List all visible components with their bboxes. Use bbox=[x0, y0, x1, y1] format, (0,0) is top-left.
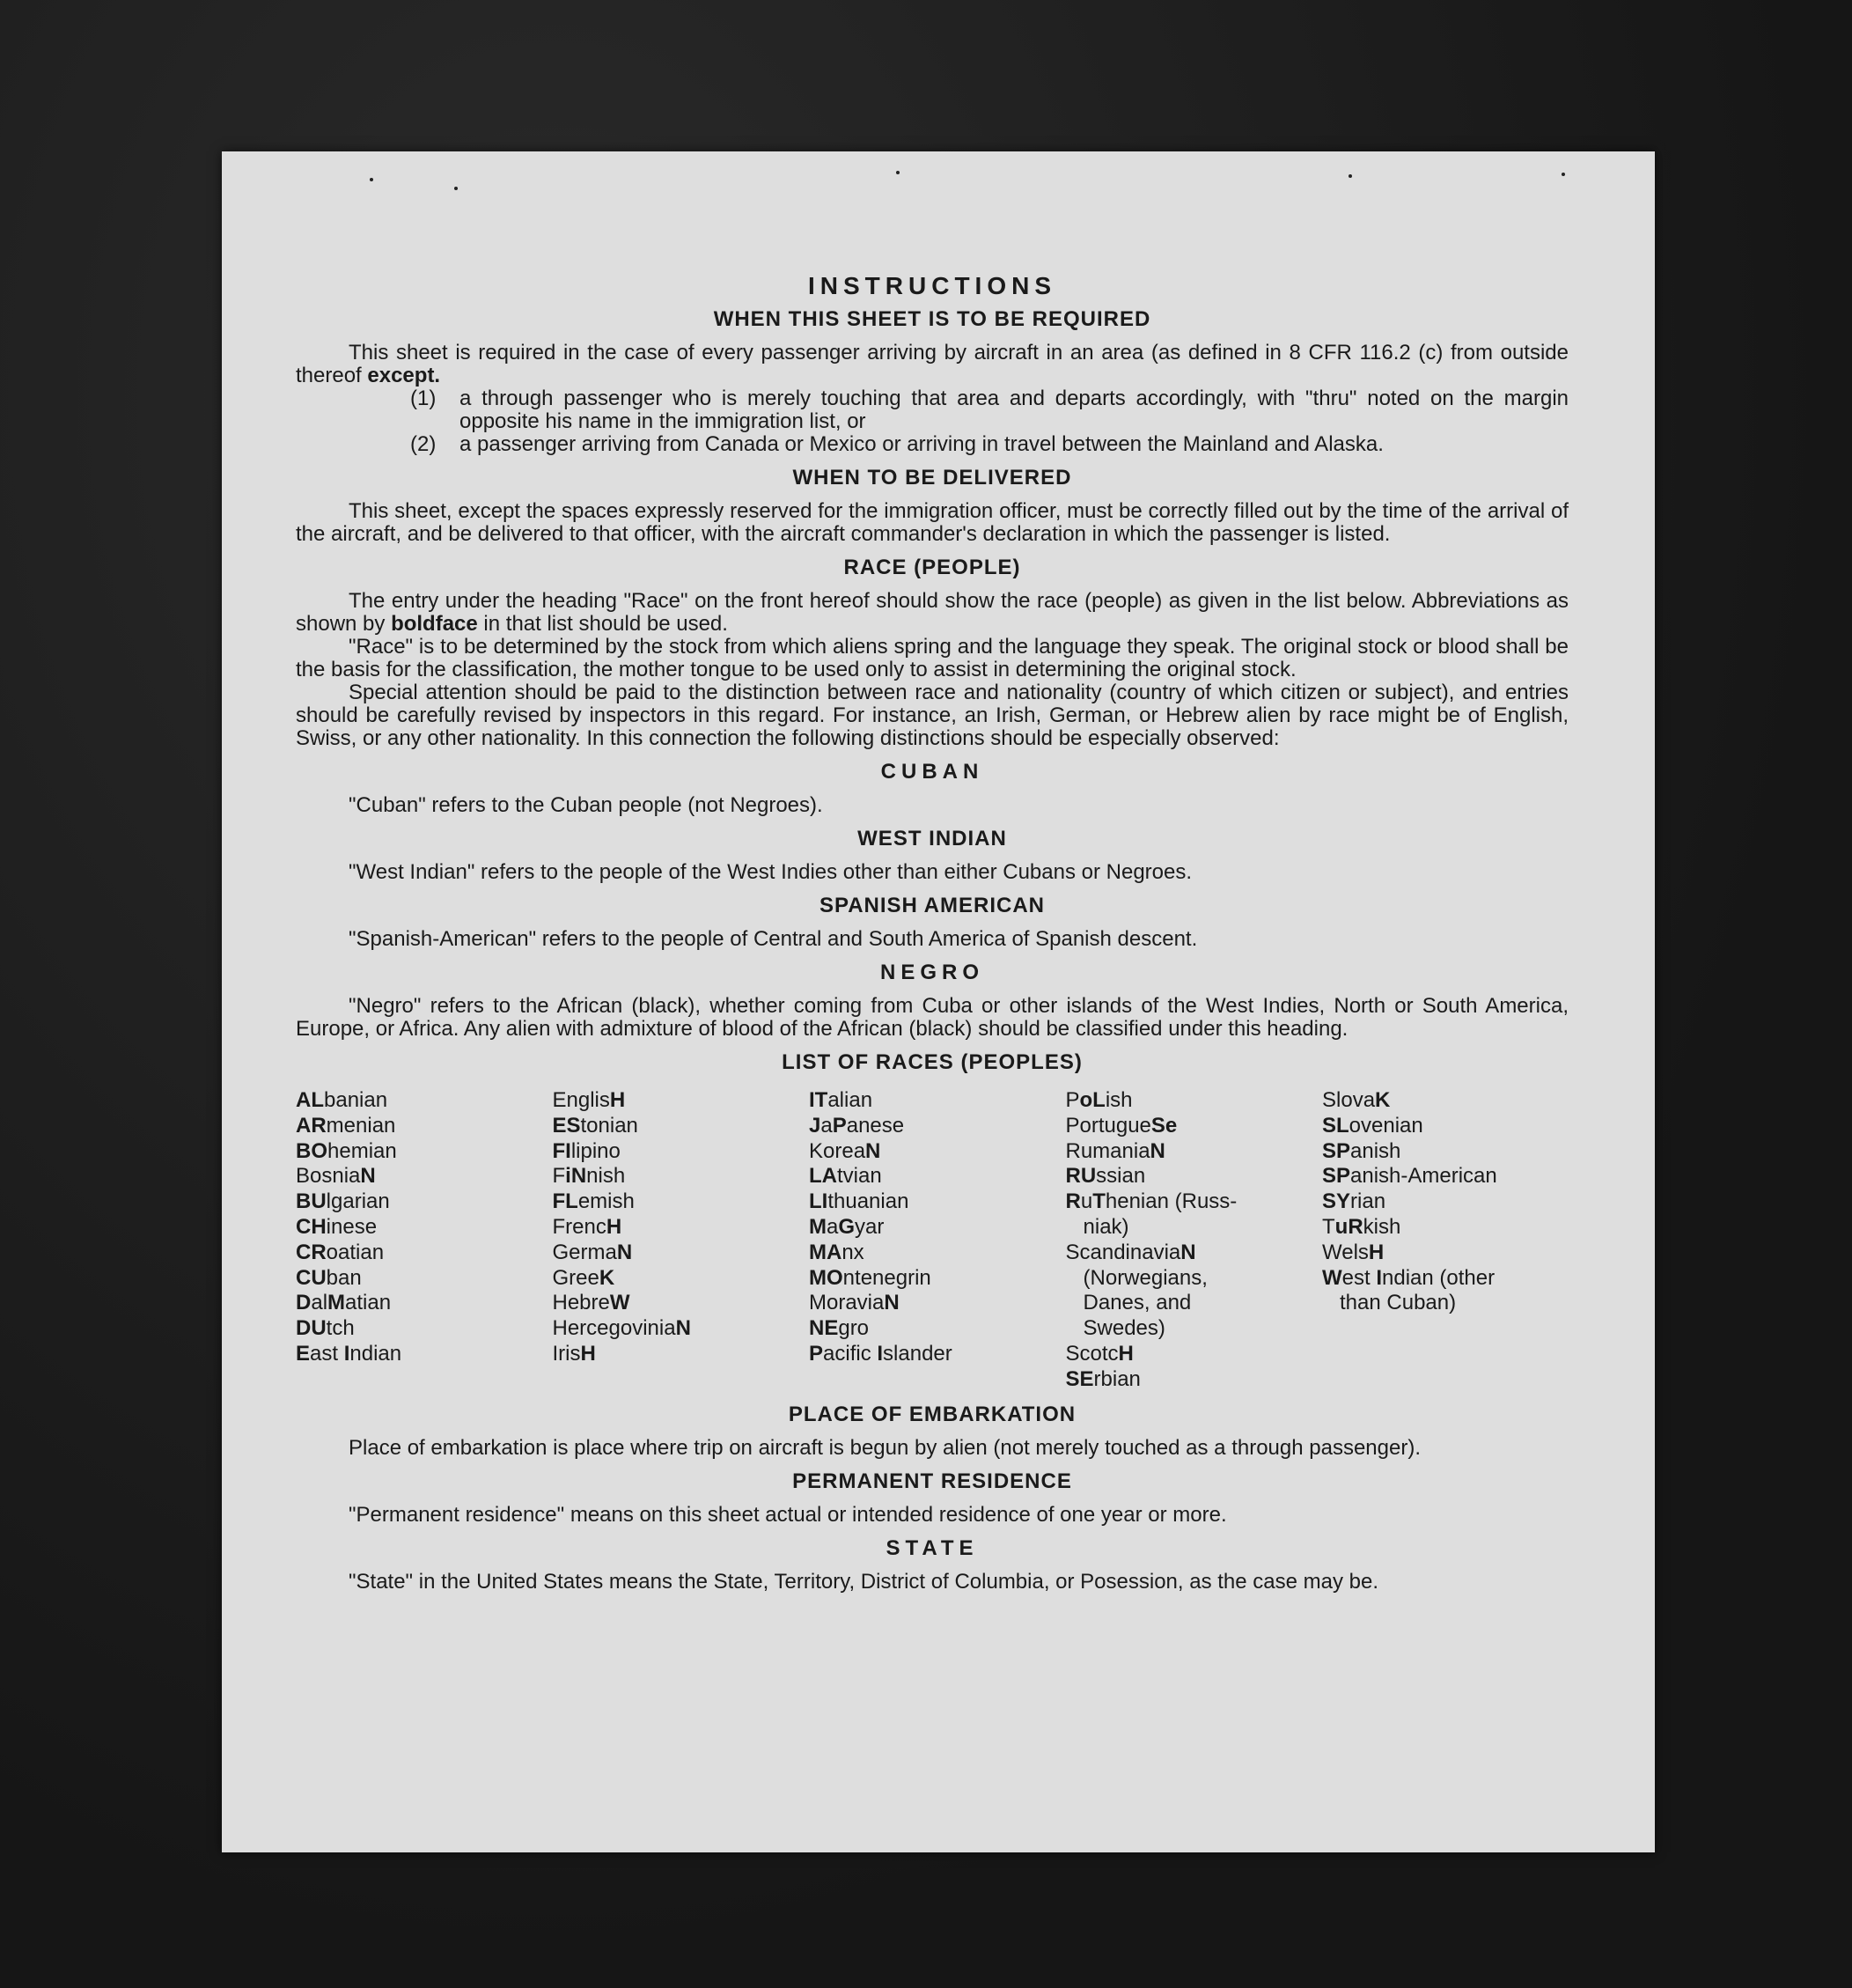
race-text: tonian bbox=[580, 1113, 638, 1138]
race-text: P bbox=[1065, 1088, 1080, 1112]
race-text: (Norwegians, Danes, and Swedes) bbox=[1083, 1265, 1208, 1341]
race-item bbox=[553, 1139, 799, 1165]
race-abbreviation: AL bbox=[296, 1088, 324, 1112]
race-abbreviation: M bbox=[327, 1291, 346, 1315]
race-abbreviation: R bbox=[1065, 1189, 1081, 1214]
heading-when-required: WHEN THIS SHEET IS TO BE REQUIRED bbox=[713, 307, 1151, 331]
race-item bbox=[296, 1316, 542, 1342]
race-item bbox=[809, 1189, 1055, 1215]
race-text: alian bbox=[827, 1088, 873, 1112]
race-text: ish bbox=[1105, 1088, 1133, 1112]
race-item bbox=[1066, 1088, 1312, 1114]
race-item bbox=[1322, 1088, 1569, 1114]
race-text: anish-American bbox=[1350, 1164, 1497, 1189]
race-item bbox=[1322, 1266, 1569, 1317]
race-p1-text-end: in that list should be used. bbox=[483, 612, 728, 636]
speck bbox=[1349, 174, 1352, 178]
race-item bbox=[1322, 1164, 1569, 1189]
race-text: lipino bbox=[570, 1138, 621, 1163]
race-abbreviation: I bbox=[343, 1341, 350, 1366]
race-item bbox=[296, 1266, 542, 1292]
race-abbreviation: BO bbox=[296, 1138, 327, 1163]
race-item bbox=[296, 1342, 542, 1367]
race-item bbox=[296, 1291, 542, 1316]
race-abbreviation: K bbox=[1375, 1088, 1391, 1112]
race-text: ban bbox=[326, 1265, 362, 1290]
race-item bbox=[553, 1291, 799, 1316]
race-item bbox=[809, 1241, 1055, 1266]
exception-item bbox=[410, 433, 1569, 456]
race-text: atian bbox=[345, 1291, 392, 1315]
race-abbreviation: H bbox=[580, 1341, 596, 1366]
exception-number: (2) bbox=[410, 432, 437, 456]
state-text: "State" in the United States means the State, Territory, District of Columbia, or Posession, as the case may be. bbox=[349, 1569, 1379, 1594]
race-text: banian bbox=[324, 1088, 388, 1112]
race-abbreviation: AR bbox=[296, 1113, 327, 1138]
race-abbreviation: W bbox=[609, 1291, 630, 1315]
race-text: henian (Russ- niak) bbox=[1083, 1189, 1238, 1239]
race-item bbox=[1322, 1241, 1569, 1266]
race-item bbox=[809, 1088, 1055, 1114]
race-abbreviation: H bbox=[1118, 1341, 1134, 1366]
west-indian-text: "West Indian" refers to the people of the West Indies other than either Cubans or Negroes. bbox=[349, 860, 1193, 884]
negro-text: "Negro" refers to the African (black), whether coming from Cuba or other islands of the West Indies, North or South America, Europe, or Africa. Any alien with admixture of blood of the African (black) should be classified under this heading. bbox=[296, 994, 1569, 1041]
race-text: gro bbox=[838, 1316, 870, 1341]
race-text: a bbox=[820, 1113, 833, 1138]
heading-race: RACE (PEOPLE) bbox=[843, 556, 1021, 579]
race-item bbox=[809, 1164, 1055, 1189]
race-text: rian bbox=[1350, 1189, 1386, 1214]
race-text: thuanian bbox=[827, 1189, 909, 1214]
race-text: Englis bbox=[552, 1088, 610, 1112]
race-item bbox=[296, 1189, 542, 1215]
intro-text: This sheet is required in the case of every passenger arriving by aircraft in an area (as defined in 8 CFR 116.2 (c) from outside thereof bbox=[296, 341, 1569, 387]
race-text: Gree bbox=[552, 1265, 599, 1290]
race-p1-bold: boldface bbox=[391, 612, 478, 636]
race-abbreviation: M bbox=[809, 1214, 827, 1239]
race-text: Moravia bbox=[809, 1291, 885, 1315]
race-abbreviation: DU bbox=[296, 1316, 327, 1341]
race-paragraph-2: "Race" is to be determined by the stock from which aliens spring and the language they speak. The original stock or blood shall be the basis for the classification, the mother tongue to be used only to assist in determining the original stock. bbox=[296, 635, 1569, 681]
sheet-content bbox=[296, 272, 1569, 1594]
race-abbreviation: H bbox=[1368, 1240, 1385, 1264]
race-text: Scandinavia bbox=[1065, 1240, 1181, 1264]
race-text: F bbox=[552, 1164, 566, 1189]
race-abbreviation: CU bbox=[296, 1265, 327, 1290]
speck bbox=[454, 187, 458, 190]
race-text: anish bbox=[1350, 1138, 1401, 1163]
race-item bbox=[296, 1114, 542, 1139]
race-abbreviation: G bbox=[838, 1214, 856, 1239]
race-item bbox=[553, 1241, 799, 1266]
race-item bbox=[1322, 1215, 1569, 1241]
heading-place-of-embarkation: PLACE OF EMBARKATION bbox=[788, 1402, 1077, 1426]
race-paragraph-3: Special attention should be paid to the distinction between race and nationality (country of which citizen or subject), and entries should be carefully revised by inspectors in this regard. For instance, an Irish, German, or Hebrew alien by race might be of English, Swiss, or any other nationality. In this connection the following distinctions should be especially observed: bbox=[296, 681, 1569, 750]
race-item bbox=[809, 1291, 1055, 1316]
race-text: al bbox=[311, 1291, 328, 1315]
race-text: tch bbox=[326, 1316, 355, 1341]
race-item bbox=[553, 1164, 799, 1189]
exception-number: (1) bbox=[410, 387, 437, 410]
race-text: Germa bbox=[552, 1240, 617, 1264]
heading-list-of-races: LIST OF RACES (PEOPLES) bbox=[782, 1050, 1083, 1074]
race-item bbox=[1066, 1114, 1312, 1139]
race-text: Hercegovinia bbox=[552, 1316, 676, 1341]
race-abbreviation: I bbox=[1376, 1265, 1383, 1290]
race-item bbox=[553, 1189, 799, 1215]
race-abbreviation: MA bbox=[809, 1240, 842, 1264]
race-item bbox=[809, 1342, 1055, 1367]
race-abbreviation: SP bbox=[1322, 1164, 1351, 1189]
race-abbreviation: I bbox=[877, 1341, 884, 1366]
speck bbox=[1562, 173, 1565, 176]
races-column bbox=[809, 1088, 1055, 1393]
heading-cuban: CUBAN bbox=[880, 760, 984, 784]
race-abbreviation: P bbox=[832, 1113, 847, 1138]
race-item bbox=[553, 1266, 799, 1292]
cuban-text: "Cuban" refers to the Cuban people (not Negroes). bbox=[349, 793, 823, 817]
race-text: anese bbox=[846, 1113, 905, 1138]
race-item bbox=[1066, 1342, 1312, 1367]
race-text: inese bbox=[326, 1214, 378, 1239]
race-text: hemian bbox=[327, 1138, 397, 1163]
race-abbreviation: SY bbox=[1322, 1189, 1351, 1214]
heading-negro: NEGRO bbox=[879, 961, 984, 984]
race-text: Slova bbox=[1322, 1088, 1376, 1112]
race-item bbox=[1066, 1164, 1312, 1189]
race-abbreviation: J bbox=[809, 1113, 821, 1138]
race-paragraph-1 bbox=[296, 590, 1569, 636]
race-abbreviation: BU bbox=[296, 1189, 327, 1214]
race-abbreviation: CR bbox=[296, 1240, 327, 1264]
race-abbreviation: D bbox=[296, 1291, 312, 1315]
race-abbreviation: SE bbox=[1065, 1366, 1094, 1391]
speck bbox=[896, 171, 900, 174]
race-abbreviation: N bbox=[616, 1240, 633, 1264]
race-text: Iris bbox=[552, 1341, 581, 1366]
race-item bbox=[296, 1088, 542, 1114]
race-abbreviation: N bbox=[1150, 1138, 1165, 1163]
race-abbreviation: LI bbox=[809, 1189, 828, 1214]
race-text: emish bbox=[577, 1189, 635, 1214]
race-item bbox=[296, 1139, 542, 1165]
heading-spanish-american: SPANISH AMERICAN bbox=[819, 894, 1045, 917]
race-text: nish bbox=[586, 1164, 626, 1189]
spanish-american-text: "Spanish-American" refers to the people of Central and South America of Spanish descent. bbox=[349, 927, 1198, 951]
race-text: Scotc bbox=[1065, 1341, 1119, 1366]
race-text: lgarian bbox=[326, 1189, 390, 1214]
race-abbreviation: FI bbox=[552, 1138, 571, 1163]
race-text: ssian bbox=[1096, 1164, 1146, 1189]
race-text: Korea bbox=[809, 1138, 866, 1163]
race-text: acific bbox=[823, 1341, 878, 1366]
exceptions-list bbox=[410, 387, 1569, 456]
race-text: ntenegrin bbox=[842, 1265, 931, 1290]
race-text: rbian bbox=[1093, 1366, 1141, 1391]
race-text: a bbox=[827, 1214, 839, 1239]
race-text: Hebre bbox=[552, 1291, 610, 1315]
race-item bbox=[553, 1088, 799, 1114]
when-required-intro bbox=[296, 342, 1569, 387]
race-item bbox=[553, 1342, 799, 1367]
race-abbreviation: N bbox=[865, 1138, 881, 1163]
race-text: Bosnia bbox=[296, 1164, 361, 1189]
race-abbreviation: N bbox=[360, 1164, 376, 1189]
race-item bbox=[296, 1215, 542, 1241]
heading-state: STATE bbox=[886, 1535, 979, 1560]
race-item bbox=[809, 1215, 1055, 1241]
race-text: kish bbox=[1363, 1214, 1401, 1239]
race-abbreviation: FL bbox=[552, 1189, 578, 1214]
race-abbreviation: K bbox=[599, 1265, 615, 1290]
race-text: nx bbox=[841, 1240, 864, 1264]
race-text: ndian bbox=[349, 1341, 402, 1366]
race-item bbox=[553, 1114, 799, 1139]
intro-bold: except. bbox=[367, 364, 441, 387]
race-abbreviation: NE bbox=[809, 1316, 839, 1341]
race-item bbox=[1066, 1139, 1312, 1165]
race-item bbox=[1066, 1367, 1312, 1393]
exception-item bbox=[410, 387, 1569, 433]
heading-when-delivered: WHEN TO BE DELIVERED bbox=[792, 466, 1072, 490]
race-text: slander bbox=[883, 1341, 952, 1366]
page-title: INSTRUCTIONS bbox=[808, 272, 1056, 299]
race-abbreviation: oL bbox=[1079, 1088, 1106, 1112]
race-text: ast bbox=[310, 1341, 344, 1366]
race-text: est bbox=[1341, 1265, 1377, 1290]
race-item bbox=[553, 1316, 799, 1342]
races-column bbox=[296, 1088, 542, 1393]
race-abbreviation: Se bbox=[1150, 1113, 1178, 1138]
race-text: oatian bbox=[326, 1240, 385, 1264]
races-list bbox=[296, 1088, 1569, 1393]
race-abbreviation: SL bbox=[1322, 1113, 1349, 1138]
race-abbreviation: uR bbox=[1334, 1214, 1363, 1239]
race-abbreviation: iN bbox=[565, 1164, 587, 1189]
race-text: yar bbox=[855, 1214, 885, 1239]
race-text: ndian (other than Cuban) bbox=[1340, 1265, 1496, 1315]
race-item bbox=[296, 1241, 542, 1266]
race-p1-text: The entry under the heading "Race" on the front hereof should show the race (people) as given in the list below. Abbreviations as shown by bbox=[296, 589, 1569, 636]
race-abbreviation: H bbox=[609, 1088, 626, 1112]
speck bbox=[370, 178, 373, 181]
races-column bbox=[1066, 1088, 1312, 1393]
race-abbreviation: CH bbox=[296, 1214, 327, 1239]
race-item bbox=[809, 1139, 1055, 1165]
race-item bbox=[809, 1316, 1055, 1342]
exception-text: a passenger arriving from Canada or Mexico or arriving in travel between the Mainland and Alaska. bbox=[459, 432, 1384, 456]
race-abbreviation: T bbox=[1092, 1189, 1106, 1214]
race-text: tvian bbox=[837, 1164, 882, 1189]
when-delivered-text: This sheet, except the spaces expressly reserved for the immigration officer, must be correctly filled out by the time of the arrival of the aircraft, and be delivered to that officer, with the aircraft commander's declaration in which the passenger is listed. bbox=[296, 499, 1569, 546]
heading-west-indian: WEST INDIAN bbox=[857, 827, 1007, 850]
race-text: T bbox=[1322, 1214, 1335, 1239]
race-text: u bbox=[1080, 1189, 1093, 1214]
races-column bbox=[1322, 1088, 1569, 1393]
race-abbreviation: H bbox=[606, 1214, 622, 1239]
race-text: Rumania bbox=[1065, 1138, 1150, 1163]
exception-text: a through passenger who is merely touching that area and departs accordingly, with "thru" noted on the margin opposite his name in the immigration list, or bbox=[459, 387, 1569, 433]
place-of-embarkation-text: Place of embarkation is place where trip on aircraft is begun by alien (not merely touched as a through passenger). bbox=[349, 1435, 1421, 1460]
race-abbreviation: E bbox=[296, 1341, 311, 1366]
race-abbreviation: P bbox=[809, 1341, 824, 1366]
race-item bbox=[1066, 1241, 1312, 1342]
race-item bbox=[1322, 1139, 1569, 1165]
race-abbreviation: N bbox=[884, 1291, 900, 1315]
race-item bbox=[809, 1114, 1055, 1139]
race-item bbox=[296, 1164, 542, 1189]
race-text: Portugue bbox=[1065, 1113, 1151, 1138]
race-abbreviation: W bbox=[1322, 1265, 1342, 1290]
instruction-sheet bbox=[222, 151, 1655, 1852]
race-abbreviation: RU bbox=[1065, 1164, 1097, 1189]
race-abbreviation: MO bbox=[809, 1265, 843, 1290]
race-abbreviation: ES bbox=[552, 1113, 581, 1138]
race-text: menian bbox=[326, 1113, 396, 1138]
race-text: Frenc bbox=[552, 1214, 606, 1239]
race-item bbox=[1066, 1189, 1312, 1241]
race-abbreviation: IT bbox=[809, 1088, 828, 1112]
race-text: ovenian bbox=[1349, 1113, 1423, 1138]
race-abbreviation: SP bbox=[1322, 1138, 1351, 1163]
permanent-residence-text: "Permanent residence" means on this sheet actual or intended residence of one year or more. bbox=[349, 1502, 1227, 1527]
race-abbreviation: N bbox=[675, 1316, 691, 1341]
race-item bbox=[1322, 1189, 1569, 1215]
race-abbreviation: N bbox=[1180, 1240, 1196, 1264]
races-column bbox=[553, 1088, 799, 1393]
race-abbreviation: LA bbox=[809, 1164, 837, 1189]
race-item bbox=[809, 1266, 1055, 1292]
race-text: Wels bbox=[1322, 1240, 1369, 1264]
race-item bbox=[1322, 1114, 1569, 1139]
heading-permanent-residence: PERMANENT RESIDENCE bbox=[792, 1469, 1072, 1493]
race-item bbox=[553, 1215, 799, 1241]
